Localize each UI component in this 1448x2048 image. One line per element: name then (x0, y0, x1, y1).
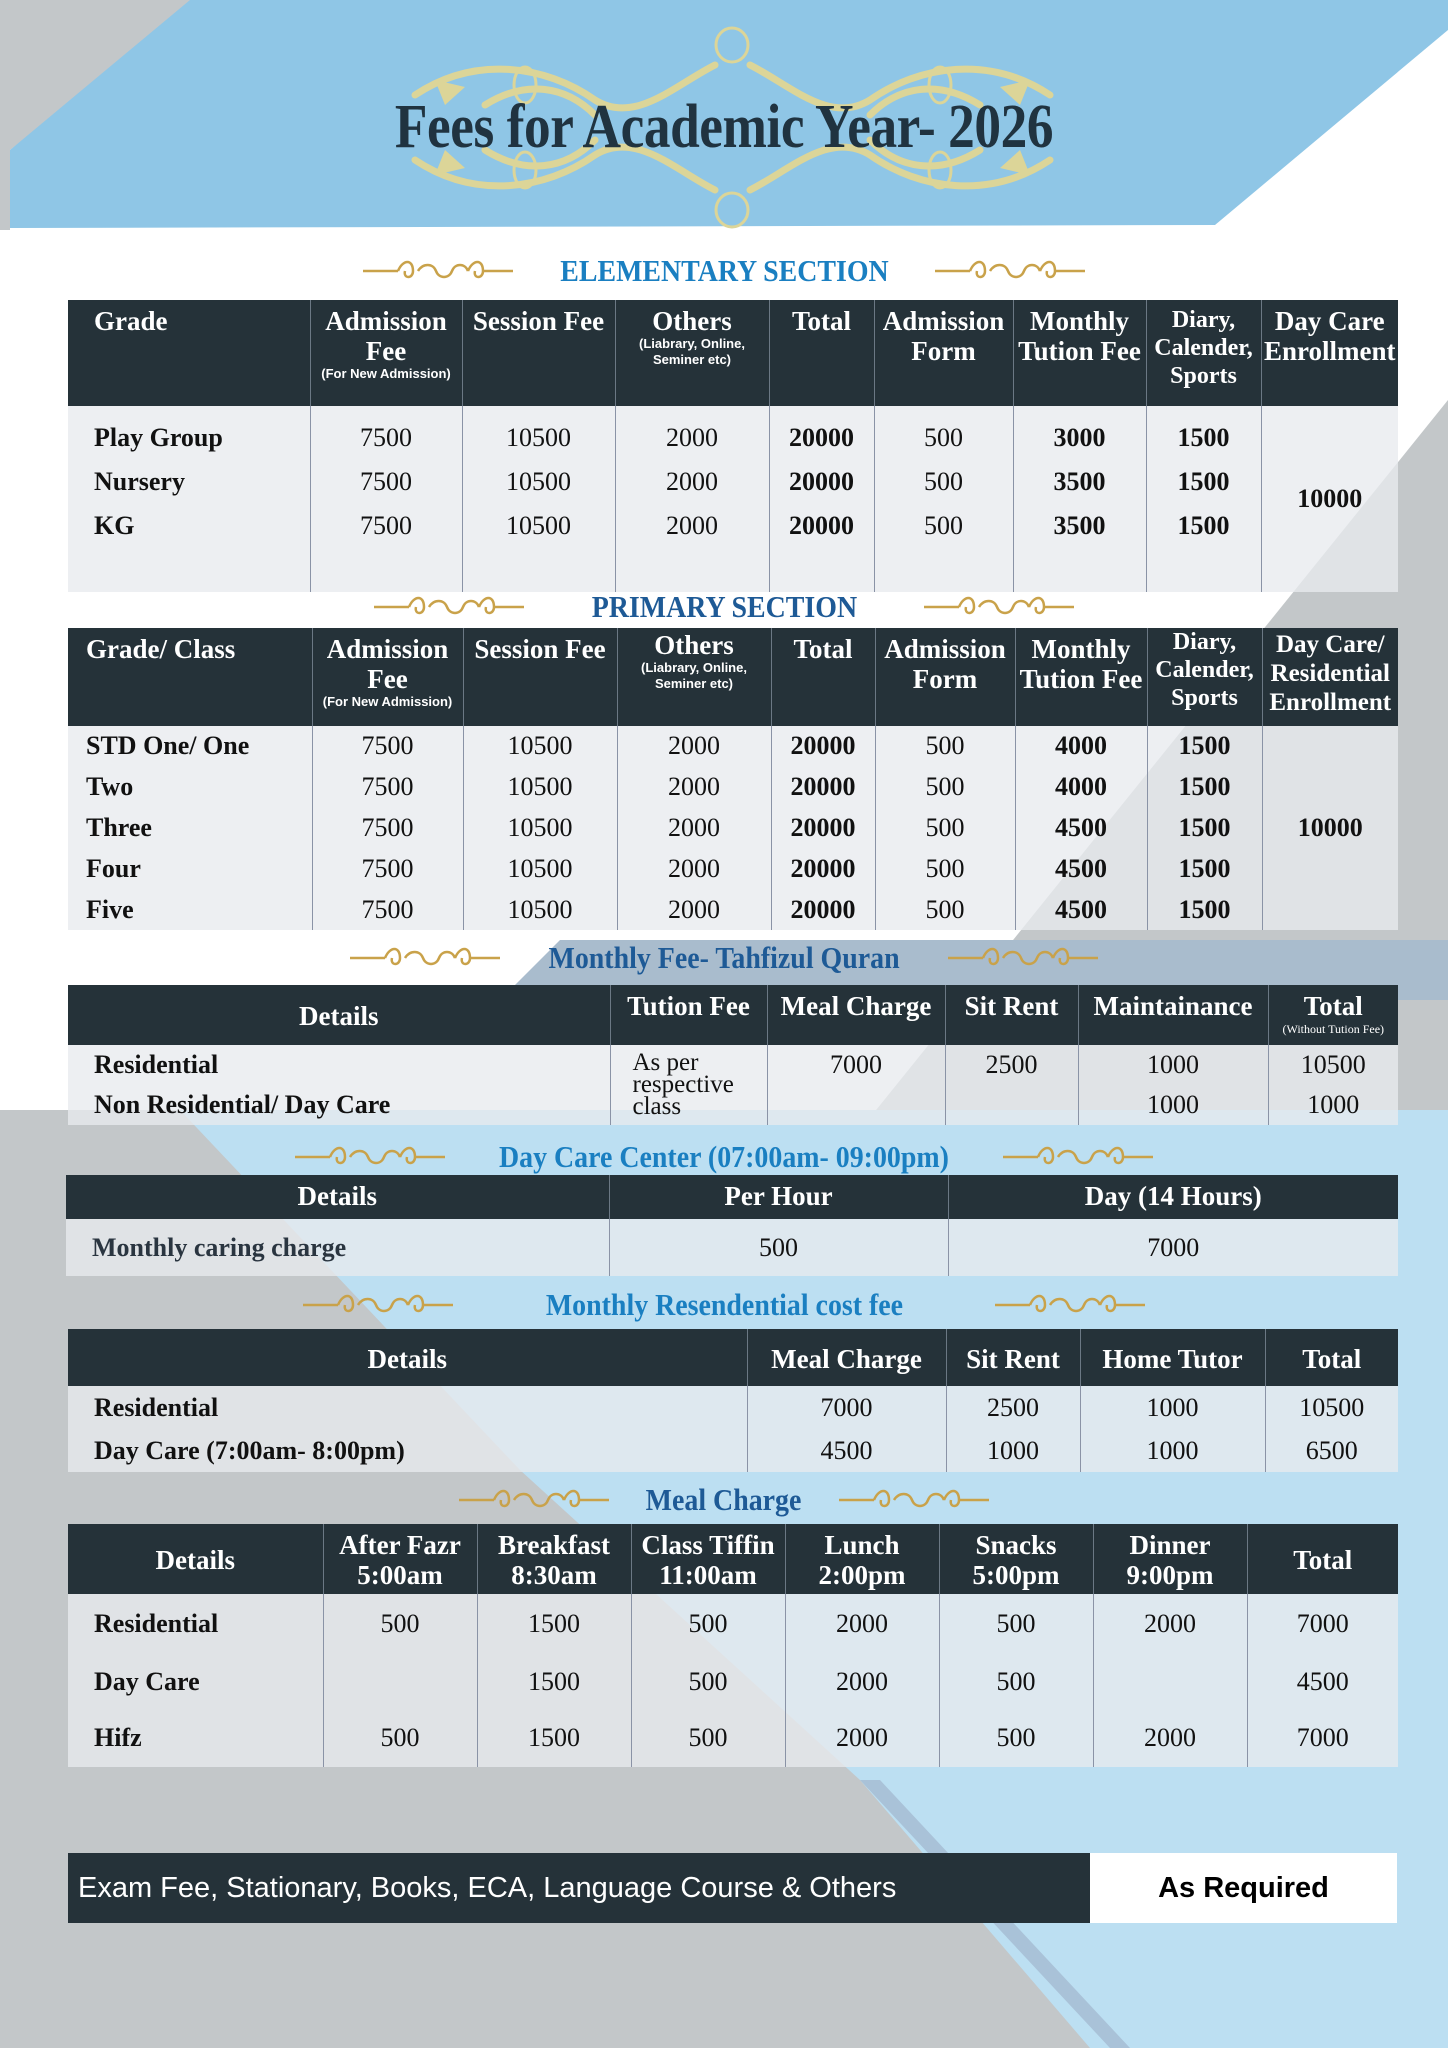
tahfiz-heading (0, 937, 1448, 976)
row-label: Non Residential/ Day Care (68, 1085, 610, 1125)
extra-fees-label: Exam Fee, Stationary, Books, ECA, Language Course & Others (68, 1853, 1090, 1923)
cell: 7500 (312, 726, 463, 766)
col-session-fee: Session Fee (463, 628, 617, 726)
elementary-table (68, 300, 1398, 592)
col-home-tutor: Home Tutor (1080, 1329, 1265, 1386)
cell: 20000 (769, 416, 874, 460)
col-meal-charge: Meal Charge (767, 985, 945, 1045)
cell: 7000 (747, 1386, 946, 1430)
col-after-fazr: After Fazr 5:00am (323, 1524, 477, 1594)
col-admission-fee: Admission Fee (For New Admission) (312, 628, 463, 726)
cell: 1000 (1080, 1430, 1265, 1472)
cell: 7500 (310, 504, 462, 548)
row-label: Monthly caring charge (66, 1219, 609, 1276)
cell: 2000 (1093, 1709, 1247, 1767)
cell: 6500 (1265, 1430, 1398, 1472)
cell: 10500 (462, 504, 615, 548)
col-total: Total (1265, 1329, 1398, 1386)
cell: 10500 (462, 460, 615, 504)
cell: 4000 (1015, 726, 1147, 766)
col-details: Details (68, 1329, 747, 1386)
cell: 500 (323, 1709, 477, 1767)
cell: 10500 (463, 807, 617, 848)
cell: 7500 (312, 807, 463, 848)
cell (323, 1654, 477, 1709)
cell: 10500 (462, 416, 615, 460)
row-label: Five (68, 889, 312, 930)
cell: 2000 (785, 1594, 939, 1654)
ornament-right-icon (998, 1145, 1158, 1169)
col-grade: Grade (68, 300, 310, 406)
cell: 7500 (310, 460, 462, 504)
meal-heading-text: Meal Charge (646, 1481, 802, 1517)
col-tution-fee: Tution Fee (610, 985, 767, 1045)
cell: 20000 (769, 460, 874, 504)
table-row (66, 1219, 1398, 1276)
table-row (68, 504, 1398, 548)
cell: 2000 (1093, 1594, 1247, 1654)
primary-heading (0, 586, 1448, 625)
cell: 2000 (617, 807, 771, 848)
ornament-left-icon (454, 1488, 614, 1512)
ornament-right-icon (990, 1293, 1150, 1317)
col-sit-rent: Sit Rent (946, 1329, 1080, 1386)
table-row (68, 848, 1398, 889)
meal-heading (0, 1479, 1448, 1518)
row-label: Four (68, 848, 312, 889)
primary-enrollment: 10000 (1262, 726, 1398, 930)
col-lunch: Lunch 2:00pm (785, 1524, 939, 1594)
elementary-enrollment: 10000 (1261, 406, 1398, 592)
elementary-heading (0, 250, 1448, 289)
cell: 4500 (1015, 807, 1147, 848)
ornament-left-icon (298, 1293, 458, 1317)
row-label: STD One/ One (68, 726, 312, 766)
row-label: Residential (68, 1386, 747, 1430)
cell: 3000 (1013, 416, 1146, 460)
col-total: Total (771, 628, 875, 726)
cell: 1000 (1078, 1085, 1268, 1125)
table-row (68, 766, 1398, 807)
col-total: Total (1247, 1524, 1398, 1594)
ornament-left-icon (358, 259, 518, 283)
cell: 7500 (312, 848, 463, 889)
row-label: Three (68, 807, 312, 848)
cell: 500 (631, 1594, 785, 1654)
cell: 500 (874, 416, 1013, 460)
cell: 10500 (1268, 1045, 1398, 1085)
cell: 2500 (946, 1386, 1080, 1430)
col-others: Others (Liabrary, Online, Seminer etc) (617, 628, 771, 726)
col-diary: Diary, Calender, Sports (1146, 300, 1261, 406)
cell (767, 1085, 945, 1125)
cell: 500 (875, 848, 1015, 889)
row-label: KG (68, 504, 310, 548)
ornament-right-icon (834, 1488, 994, 1512)
col-details: Details (66, 1175, 609, 1219)
col-grade-class: Grade/ Class (68, 628, 312, 726)
row-label: Residential (68, 1045, 610, 1085)
ornament-left-icon (369, 595, 529, 619)
cell: 2000 (617, 848, 771, 889)
cell: 1500 (1147, 848, 1262, 889)
extra-fees-value: As Required (1090, 1853, 1397, 1923)
col-monthly-tution: Monthly Tution Fee (1013, 300, 1146, 406)
col-others: Others (Liabrary, Online, Seminer etc) (615, 300, 769, 406)
table-row (68, 807, 1398, 848)
cell: 20000 (771, 848, 875, 889)
cell (945, 1085, 1078, 1125)
cell: 500 (631, 1654, 785, 1709)
cell: 7000 (767, 1045, 945, 1085)
table-row (68, 1594, 1398, 1654)
cell: 7000 (1247, 1594, 1398, 1654)
cell: 2000 (617, 726, 771, 766)
cell: 1500 (1146, 504, 1261, 548)
cell: 10500 (1265, 1386, 1398, 1430)
ornament-right-icon (930, 259, 1090, 283)
col-admission-form: Admission Form (875, 628, 1015, 726)
col-details: Details (68, 985, 610, 1045)
cell: 20000 (771, 889, 875, 930)
cell: 1500 (477, 1709, 631, 1767)
table-row (68, 416, 1398, 460)
col-total: Total (Without Tution Fee) (1268, 985, 1398, 1045)
cell: 20000 (771, 766, 875, 807)
cell: 10500 (463, 726, 617, 766)
col-admission-fee: Admission Fee (For New Admission) (310, 300, 462, 406)
row-label: Residential (68, 1594, 323, 1654)
cell: 10500 (463, 889, 617, 930)
ornament-right-icon (919, 595, 1079, 619)
page-title: Fees for Academic Year- 2026 (394, 93, 1054, 161)
residential-heading-text: Monthly Resendential cost fee (545, 1286, 903, 1322)
cell: 2000 (615, 504, 769, 548)
row-label: Play Group (68, 416, 310, 460)
table-row (68, 1386, 1398, 1430)
cell: 500 (875, 726, 1015, 766)
cell: 7500 (312, 889, 463, 930)
cell: 20000 (769, 504, 874, 548)
row-label: Hifz (68, 1709, 323, 1767)
table-row (68, 889, 1398, 930)
cell: 1000 (946, 1430, 1080, 1472)
cell: 2000 (615, 416, 769, 460)
cell: 20000 (771, 807, 875, 848)
col-session-fee: Session Fee (462, 300, 615, 406)
cell: 1500 (1147, 726, 1262, 766)
cell: 2000 (615, 460, 769, 504)
row-label: Day Care (68, 1654, 323, 1709)
cell: 500 (875, 766, 1015, 807)
cell: 1000 (1268, 1085, 1398, 1125)
cell: 1000 (1080, 1386, 1265, 1430)
cell: 500 (631, 1709, 785, 1767)
cell: 3500 (1013, 460, 1146, 504)
table-row (68, 1045, 1398, 1085)
cell: 7000 (948, 1219, 1398, 1276)
meal-table (68, 1524, 1398, 1767)
residential-heading (0, 1284, 1448, 1323)
table-row (68, 726, 1398, 766)
tution-note: As per respective class (610, 1045, 767, 1125)
cell: 1500 (1147, 889, 1262, 930)
cell: 500 (323, 1594, 477, 1654)
cell: 500 (875, 889, 1015, 930)
cell: 2000 (785, 1654, 939, 1709)
cell: 2000 (617, 766, 771, 807)
cell: 500 (939, 1594, 1093, 1654)
cell: 4500 (1015, 889, 1147, 930)
daycare-table (66, 1175, 1398, 1276)
elementary-heading-text: ELEMENTARY SECTION (559, 252, 889, 288)
cell: 500 (939, 1709, 1093, 1767)
cell: 1500 (1147, 807, 1262, 848)
cell: 10500 (463, 766, 617, 807)
col-day: Day (14 Hours) (948, 1175, 1398, 1219)
cell: 10500 (463, 848, 617, 889)
daycare-heading (0, 1136, 1448, 1175)
cell: 1500 (1147, 766, 1262, 807)
cell: 500 (874, 504, 1013, 548)
cell: 2500 (945, 1045, 1078, 1085)
cell: 4500 (747, 1430, 946, 1472)
cell: 1500 (1146, 460, 1261, 504)
primary-heading-text: PRIMARY SECTION (591, 588, 857, 624)
cell: 4500 (1015, 848, 1147, 889)
tahfiz-heading-text: Monthly Fee- Tahfizul Quran (548, 939, 900, 975)
cell: 500 (875, 807, 1015, 848)
ornament-left-icon (290, 1145, 450, 1169)
table-row (68, 1709, 1398, 1767)
cell: 2000 (617, 889, 771, 930)
col-snacks: Snacks 5:00pm (939, 1524, 1093, 1594)
cell: 7500 (312, 766, 463, 807)
cell: 7000 (1247, 1709, 1398, 1767)
cell: 500 (874, 460, 1013, 504)
residential-table (68, 1329, 1398, 1472)
col-diary: Diary, Calender, Sports (1147, 628, 1262, 726)
col-enrollment: Day Care Enrollment (1261, 300, 1398, 406)
cell: 4500 (1247, 1654, 1398, 1709)
tahfiz-table (68, 985, 1398, 1125)
primary-table (68, 628, 1398, 930)
cell: 1500 (477, 1654, 631, 1709)
ornament-right-icon (943, 946, 1103, 970)
cell: 2000 (785, 1709, 939, 1767)
cell: 1500 (477, 1594, 631, 1654)
col-total: Total (769, 300, 874, 406)
col-per-hour: Per Hour (609, 1175, 948, 1219)
table-row (68, 1654, 1398, 1709)
daycare-heading-text: Day Care Center (07:00am- 09:00pm) (499, 1138, 949, 1174)
table-row (68, 460, 1398, 504)
row-label: Two (68, 766, 312, 807)
cell: 7500 (310, 416, 462, 460)
col-maintainance: Maintainance (1078, 985, 1268, 1045)
col-monthly-tution: Monthly Tution Fee (1015, 628, 1147, 726)
row-label: Day Care (7:00am- 8:00pm) (68, 1430, 747, 1472)
cell: 20000 (771, 726, 875, 766)
table-row (68, 1430, 1398, 1472)
col-details: Details (68, 1524, 323, 1594)
col-enrollment: Day Care/ Residential Enrollment (1262, 628, 1398, 726)
col-meal-charge: Meal Charge (747, 1329, 946, 1386)
cell: 1500 (1146, 416, 1261, 460)
cell: 500 (939, 1654, 1093, 1709)
cell: 3500 (1013, 504, 1146, 548)
col-admission-form: Admission Form (874, 300, 1013, 406)
cell (1093, 1654, 1247, 1709)
col-sit-rent: Sit Rent (945, 985, 1078, 1045)
cell: 500 (609, 1219, 948, 1276)
col-breakfast: Breakfast 8:30am (477, 1524, 631, 1594)
col-dinner: Dinner 9:00pm (1093, 1524, 1247, 1594)
row-label: Nursery (68, 460, 310, 504)
cell: 4000 (1015, 766, 1147, 807)
cell: 1000 (1078, 1045, 1268, 1085)
ornament-left-icon (345, 946, 505, 970)
col-class-tiffin: Class Tiffin 11:00am (631, 1524, 785, 1594)
